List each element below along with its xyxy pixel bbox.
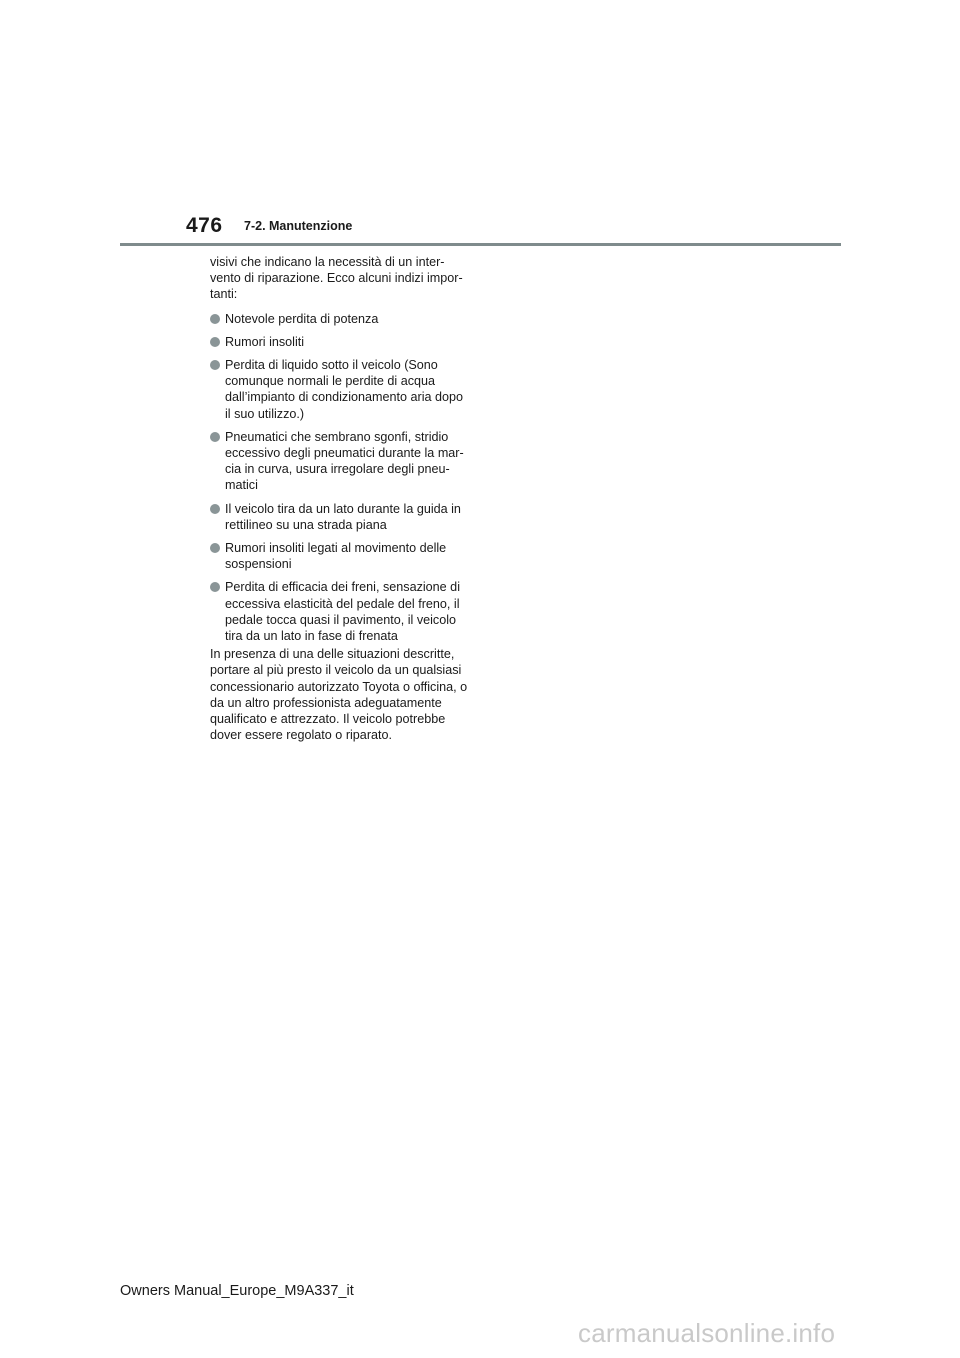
bullet-icon xyxy=(210,543,220,553)
list-item xyxy=(210,429,472,494)
list-item xyxy=(210,357,472,422)
list-item-text: Perdita di liquido sotto il veicolo (Sono comunque normali le perdite di acqua dall’impianto di condizionamento aria dopo il suo utilizzo.) xyxy=(225,358,464,421)
main-content xyxy=(210,254,472,743)
list-item-text: Notevole perdita di potenza xyxy=(225,311,379,326)
bullet-icon xyxy=(210,432,220,442)
list-item xyxy=(210,334,472,350)
bullet-icon xyxy=(210,582,220,592)
bullet-icon xyxy=(210,314,220,324)
bullet-icon xyxy=(210,337,220,347)
list-item-text: Pneumatici che sembrano sgonfi, stridio eccessivo degli pneumatici durante la mar-cia in curva, usura irregolare degli pneu-matici xyxy=(225,429,464,493)
list-item xyxy=(210,311,472,327)
closing-paragraph: In presenza di una delle situazioni descritte, portare al più presto il veicolo da un qualsiasi concessionario autorizzato Toyota o officina, o da un altro professionista adeguatamente qualificato e attrezzato. Il veicolo potrebbe dover essere regolato o riparato. xyxy=(210,647,468,743)
page-number: 476 xyxy=(186,214,223,237)
bullet-icon xyxy=(210,504,220,514)
header-rule xyxy=(120,243,841,246)
list-item xyxy=(210,579,472,644)
watermark-text: carmanualsonline.info xyxy=(578,1318,836,1348)
intro-paragraph: visivi che indicano la necessità di un inter-vento di riparazione. Ecco alcuni indizi impor-tanti: xyxy=(210,255,463,302)
footer-document-id: Owners Manual_Europe_M9A337_it xyxy=(120,1283,354,1299)
list-item xyxy=(210,540,472,572)
list-item-text: Rumori insoliti legati al movimento delle sospensioni xyxy=(225,541,447,572)
bullet-icon xyxy=(210,360,220,370)
list-item-text: Il veicolo tira da un lato durante la guida in rettilineo su una strada piana xyxy=(225,501,461,532)
warning-signs-list xyxy=(210,311,472,645)
list-item xyxy=(210,501,472,533)
list-item-text: Perdita di efficacia dei freni, sensazione di eccessiva elasticità del pedale del freno, il pedale tocca quasi il pavimento, il veicolo tira da un lato in fase di frenata xyxy=(225,580,460,644)
section-title: 7-2. Manutenzione xyxy=(244,219,353,233)
list-item-text: Rumori insoliti xyxy=(225,334,305,349)
